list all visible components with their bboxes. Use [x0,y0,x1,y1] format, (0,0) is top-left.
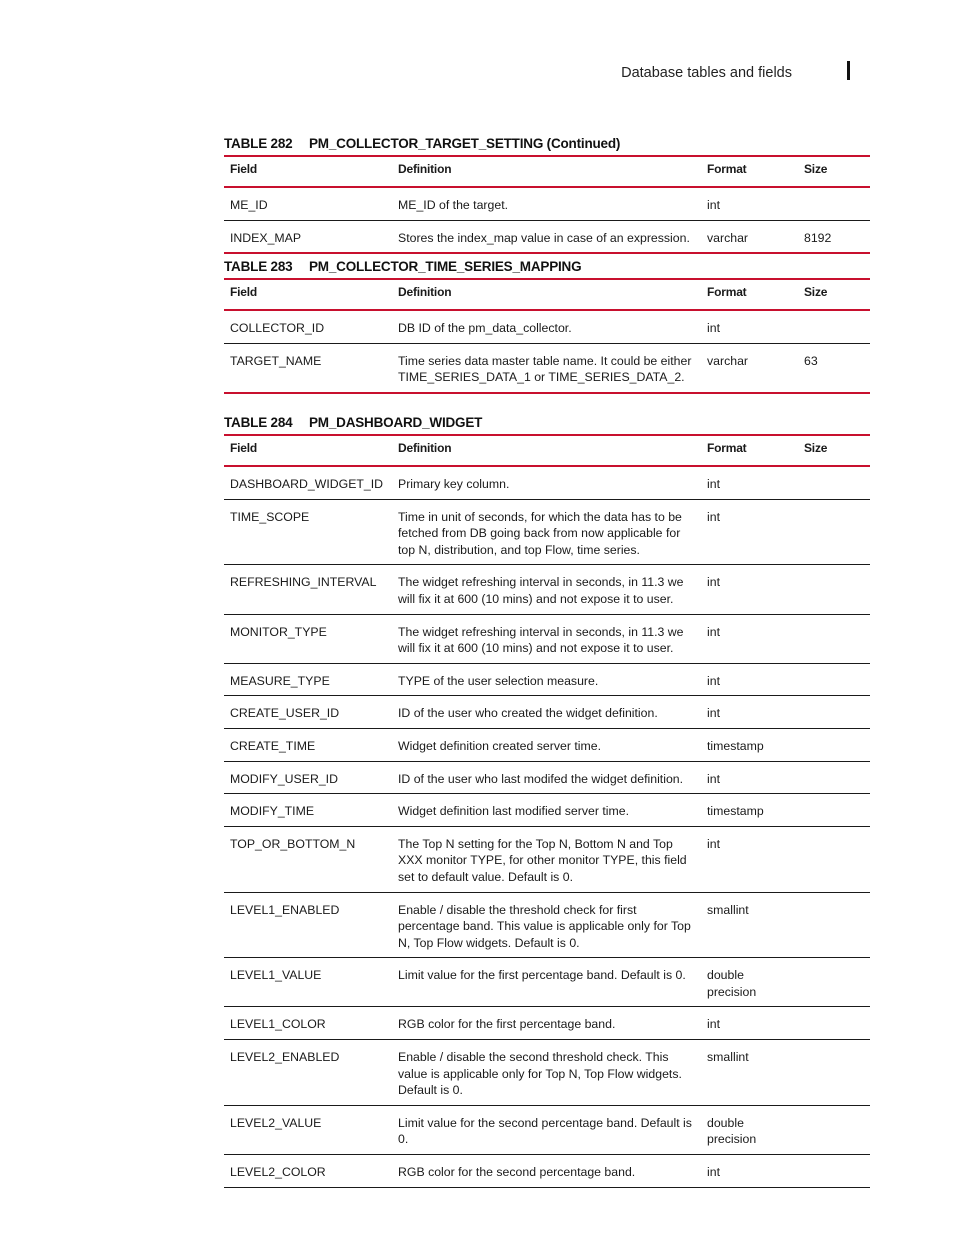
table-caption [224,136,870,152]
table-row [224,565,870,614]
table-header-row [224,435,870,466]
cell-definition: DB ID of the pm_data_collector. [392,310,701,343]
column-header-definition: Definition [392,156,701,187]
column-header-size: Size [798,156,870,187]
cell-size [798,958,870,1007]
cell-field: CREATE_TIME [224,728,392,761]
table-number: TABLE 282 [224,136,293,151]
column-header-format: Format [701,279,798,310]
table-row [224,187,870,220]
table-283 [224,259,870,394]
cell-field: ME_ID [224,187,392,220]
cell-field: MONITOR_TYPE [224,614,392,663]
cell-size [798,663,870,696]
cell-definition: RGB color for the second percentage band. [392,1155,701,1188]
cell-field: TARGET_NAME [224,343,392,393]
cell-definition: Limit value for the first percentage band. Default is 0. [392,958,701,1007]
cell-size [798,1155,870,1188]
cell-definition: ME_ID of the target. [392,187,701,220]
cell-definition: Widget definition created server time. [392,728,701,761]
cell-format: int [701,696,798,729]
cell-size [798,794,870,827]
column-header-size: Size [798,279,870,310]
column-header-field: Field [224,279,392,310]
cell-format: varchar [701,220,798,253]
cell-definition: The Top N setting for the Top N, Bottom N and Top XXX monitor TYPE, for other monitor TYPE, this field set to default value. Default is 0. [392,826,701,892]
cell-format: int [701,499,798,565]
table-title: PM_COLLECTOR_TIME_SERIES_MAPPING [309,259,582,274]
table-row [224,1040,870,1106]
cell-format: int [701,663,798,696]
table-row [224,1105,870,1154]
table-row [224,1007,870,1040]
cell-format: timestamp [701,728,798,761]
cell-definition: Enable / disable the second threshold check. This value is applicable only for Top N, Top Flow widgets. Default is 0. [392,1040,701,1106]
table-row [224,761,870,794]
cell-field: MEASURE_TYPE [224,663,392,696]
cell-size: 8192 [798,220,870,253]
cell-field: LEVEL2_ENABLED [224,1040,392,1106]
cell-field: MODIFY_TIME [224,794,392,827]
cell-definition: TYPE of the user selection measure. [392,663,701,696]
cell-definition: Primary key column. [392,466,701,499]
column-header-definition: Definition [392,279,701,310]
data-table [224,278,870,394]
cell-definition: RGB color for the first percentage band. [392,1007,701,1040]
cell-format: int [701,761,798,794]
cell-field: MODIFY_USER_ID [224,761,392,794]
table-caption [224,259,870,275]
table-row [224,466,870,499]
cell-format: int [701,565,798,614]
table-row [224,958,870,1007]
cell-format: smallint [701,892,798,958]
cell-size [798,1007,870,1040]
cell-size [798,565,870,614]
table-row [224,499,870,565]
table-row [224,826,870,892]
cell-size: 63 [798,343,870,393]
cell-size [798,310,870,343]
table-header-row [224,156,870,187]
cell-format: double precision [701,1105,798,1154]
cell-field: COLLECTOR_ID [224,310,392,343]
cell-format: int [701,310,798,343]
cell-field: LEVEL1_ENABLED [224,892,392,958]
table-row [224,663,870,696]
cell-size [798,892,870,958]
cell-format: int [701,1155,798,1188]
table-caption [224,415,870,431]
cell-definition: Widget definition last modified server time. [392,794,701,827]
table-row [224,728,870,761]
cell-field: LEVEL2_VALUE [224,1105,392,1154]
column-header-format: Format [701,435,798,466]
cell-definition: The widget refreshing interval in seconds, in 11.3 we will fix it at 600 (10 mins) and not expose it to user. [392,565,701,614]
cell-field: INDEX_MAP [224,220,392,253]
running-header: Database tables and fields [621,65,792,81]
cell-format: timestamp [701,794,798,827]
table-row [224,1155,870,1188]
data-table [224,434,870,1188]
column-header-field: Field [224,435,392,466]
cell-definition: Time in unit of seconds, for which the data has to be fetched from DB going back from now applicable for top N, distribution, and top Flow, time series. [392,499,701,565]
cell-definition: Limit value for the second percentage band. Default is 0. [392,1105,701,1154]
cell-size [798,1105,870,1154]
cell-field: LEVEL2_COLOR [224,1155,392,1188]
table-header-row [224,279,870,310]
cell-size [798,1040,870,1106]
cell-format: varchar [701,343,798,393]
table-row [224,343,870,393]
column-header-format: Format [701,156,798,187]
cell-format: int [701,466,798,499]
cell-field: DASHBOARD_WIDGET_ID [224,466,392,499]
column-header-field: Field [224,156,392,187]
column-header-definition: Definition [392,435,701,466]
cell-definition: Stores the index_map value in case of an expression. [392,220,701,253]
cell-size [798,614,870,663]
cell-field: REFRESHING_INTERVAL [224,565,392,614]
cell-field: TOP_OR_BOTTOM_N [224,826,392,892]
table-number: TABLE 284 [224,415,293,430]
table-row [224,220,870,253]
cell-size [798,187,870,220]
table-row [224,696,870,729]
table-row [224,614,870,663]
cell-field: LEVEL1_COLOR [224,1007,392,1040]
cell-format: int [701,1007,798,1040]
table-row [224,794,870,827]
cell-size [798,466,870,499]
cell-field: CREATE_USER_ID [224,696,392,729]
table-row [224,892,870,958]
cell-format: double precision [701,958,798,1007]
column-header-size: Size [798,435,870,466]
cell-definition: ID of the user who created the widget definition. [392,696,701,729]
cell-format: int [701,187,798,220]
table-title: PM_COLLECTOR_TARGET_SETTING (Continued) [309,136,621,151]
cell-definition: The widget refreshing interval in seconds, in 11.3 we will fix it at 600 (10 mins) and not expose it to user. [392,614,701,663]
table-row [224,310,870,343]
cell-field: LEVEL1_VALUE [224,958,392,1007]
cell-field: TIME_SCOPE [224,499,392,565]
cell-definition: Time series data master table name. It could be either TIME_SERIES_DATA_1 or TIME_SERIES_DATA_2. [392,343,701,393]
cell-definition: ID of the user who last modifed the widget definition. [392,761,701,794]
table-284 [224,415,870,1188]
cell-size [798,696,870,729]
chapter-tab-marker [847,61,850,80]
cell-definition: Enable / disable the threshold check for first percentage band. This value is applicable only for Top N, Top Flow widgets. Default is 0. [392,892,701,958]
cell-format: int [701,826,798,892]
table-number: TABLE 283 [224,259,293,274]
table-282 [224,136,870,254]
cell-size [798,728,870,761]
table-title: PM_DASHBOARD_WIDGET [309,415,483,430]
cell-format: int [701,614,798,663]
cell-size [798,499,870,565]
cell-size [798,761,870,794]
cell-format: smallint [701,1040,798,1106]
data-table [224,155,870,254]
cell-size [798,826,870,892]
